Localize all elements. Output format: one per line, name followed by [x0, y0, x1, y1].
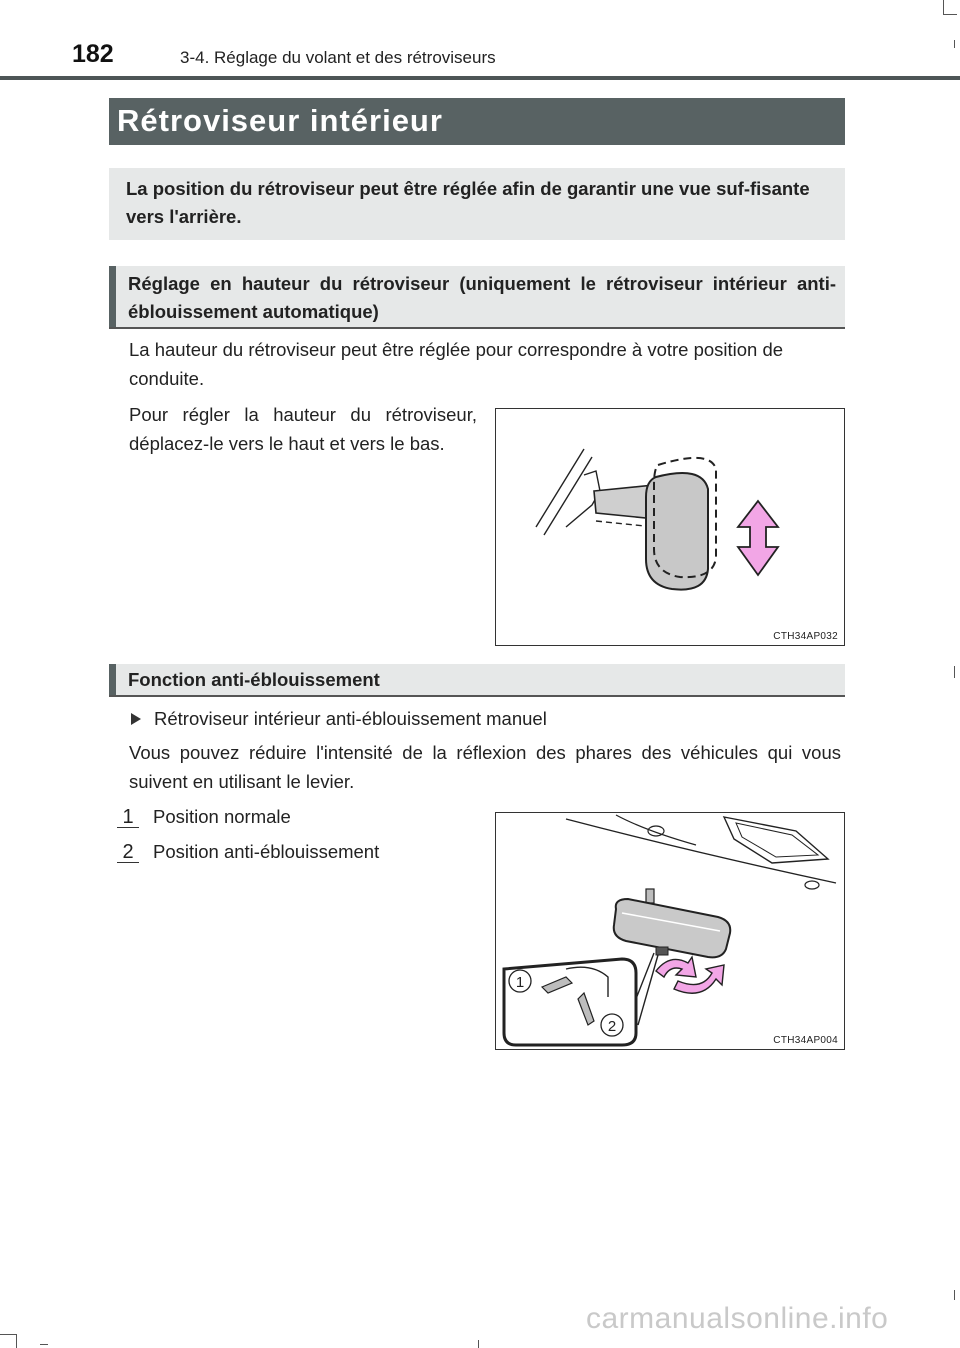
callout-1: 1: [515, 974, 525, 991]
triangle-bullet-icon: [131, 713, 141, 725]
watermark: carmanualsonline.info: [586, 1302, 889, 1335]
figure-code: CTH34AP032: [773, 631, 838, 642]
item-label: Position normale: [153, 806, 291, 827]
figure-code: CTH34AP004: [773, 1035, 838, 1046]
crop-mark: [40, 1344, 48, 1345]
figure-antiglare-lever: [495, 812, 845, 1050]
figure-mirror-height: [495, 408, 845, 646]
item-number: 2: [117, 842, 139, 863]
crop-mark: [16, 1334, 17, 1348]
intro-box: [109, 168, 845, 240]
title-bar: [109, 98, 845, 145]
crop-mark: [943, 14, 957, 15]
list-item: [117, 841, 379, 863]
crop-mark: [954, 666, 955, 678]
page-title: Rétroviseur intérieur: [117, 103, 443, 138]
callout-2: 2: [607, 1018, 617, 1035]
crop-mark: [0, 1334, 16, 1335]
item-number: 1: [117, 807, 139, 828]
crop-mark: [954, 40, 955, 48]
header-rule: [0, 76, 960, 80]
bullet-text: Rétroviseur intérieur anti-éblouissement manuel: [154, 708, 547, 729]
height-paragraph-1: La hauteur du rétroviseur peut être réglée pour correspondre à votre position de conduite.: [129, 339, 784, 389]
crop-mark: [478, 1340, 479, 1348]
crop-mark: [954, 1290, 955, 1300]
page-number: 182: [72, 40, 114, 68]
section-heading-text: Réglage en hauteur du rétroviseur (uniquement le rétroviseur intérieur anti-éblouissement automatique): [128, 273, 836, 322]
bullet-manual-antiglare: [129, 704, 547, 733]
section-heading-height-adjustment: [109, 266, 845, 329]
crop-mark: [943, 0, 944, 14]
section-heading-text: Fonction anti-éblouissement: [128, 669, 380, 690]
list-item: [117, 806, 291, 828]
intro-text: La position du rétroviseur peut être réglée afin de garantir une vue suf-fisante vers l'arrière.: [126, 178, 810, 227]
mirror-height-illustration: [496, 409, 844, 645]
antiglare-illustration: [496, 813, 844, 1049]
height-paragraph-2: Pour régler la hauteur du rétroviseur, déplacez-le vers le haut et vers le bas.: [129, 404, 477, 454]
antiglare-paragraph: Vous pouvez réduire l'intensité de la réflexion des phares des véhicules qui vous suivent en utilisant le levier.: [129, 742, 841, 792]
item-label: Position anti-éblouissement: [153, 841, 380, 862]
section-heading-antiglare: [109, 664, 845, 697]
breadcrumb: 3-4. Réglage du volant et des rétroviseurs: [180, 48, 496, 67]
